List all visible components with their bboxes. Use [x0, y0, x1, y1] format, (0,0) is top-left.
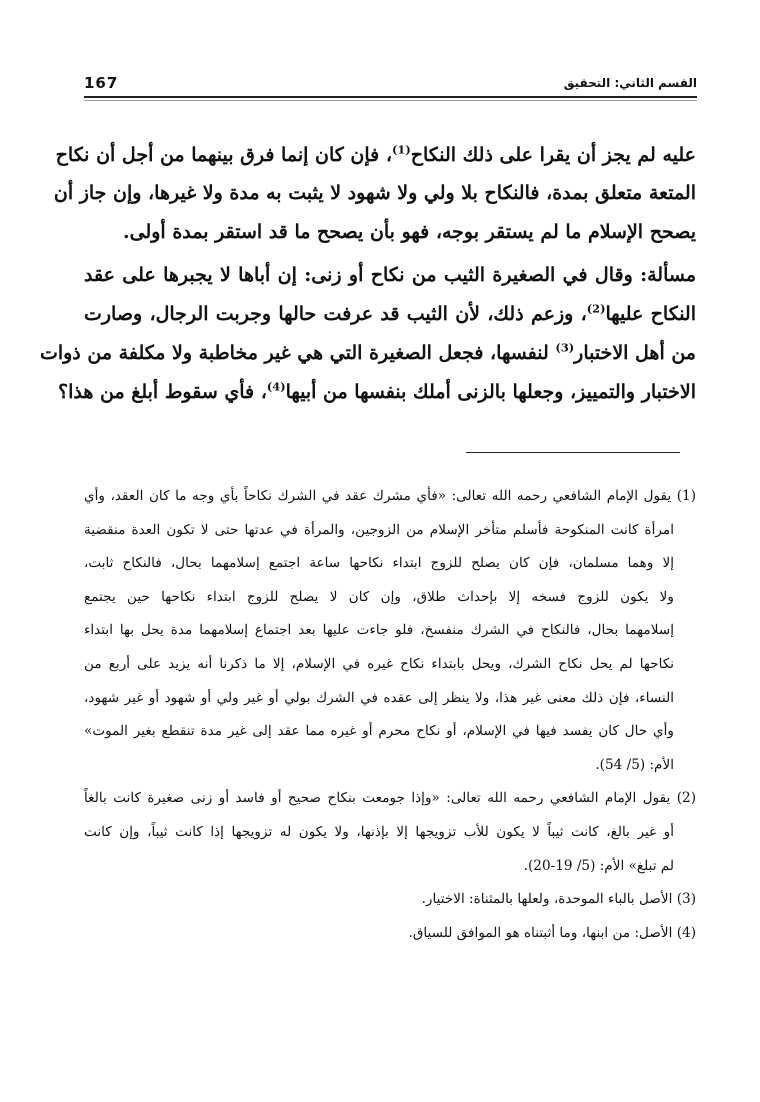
footnote-line: (1) يقول الإمام الشافعي رحمه الله تعالى: «فأي مشرك عقد في الشرك نكاحاً بأي وجه ما كان العقد، وأي: [84, 488, 696, 504]
footnote-line: (2) يقول الإمام الشافعي رحمه الله تعالى: «وإذا جومعت بنكاح صحيح أو فاسد أو زنى صغيرة كانت بالغاً: [84, 790, 696, 807]
text-line: [58, 373, 696, 412]
footnote-line: ولا يكون للزوج فسخه إلا بإحداث طلاق، وإن كان لا يصلح للزوج ابتداء نكاحها حين يجتمع: [84, 588, 674, 605]
footnote-reference: (1): [391, 142, 411, 157]
text-segment: ، فأي سقوط أبلغ من هذا؟: [58, 381, 267, 403]
text-segment: مسألة: وقال في الصغيرة الثيب من نكاح أو زنى: إن أباها لا يجبرها على عقد: [84, 264, 696, 286]
footnote-line: أو غير بالغ، كانت ثيباً لا يكون للأب تزويجها إلا بإذنها، ولا يكون له تزويجها إذا كانت ثيباً، وإن كانت: [84, 824, 674, 840]
text-segment: ، وزعم ذلك، لأن الثيب قد عرفت حالها وجربت الرجال، وصارت: [84, 303, 587, 325]
footnote-line: إسلامهما بحال، فالنكاح في الشرك منفسخ، فلو جاءت عليها بعد اجتماع إسلامهما مدة يحل بها ابتداء: [84, 622, 674, 639]
text-line: [53, 174, 696, 213]
page-number: 167: [84, 74, 119, 92]
footnote-reference: (2): [586, 301, 606, 316]
footnote-line: وأي حال كان يفسد فيها في الإسلام، أو نكاح محرم أو غيره مما عقد إلى غير مدة تنقطع بغير الموت»: [84, 723, 674, 740]
text-line: [84, 256, 696, 295]
text-segment: النكاح عليها: [605, 303, 696, 325]
header-rule-thin: [84, 100, 697, 101]
text-segment: عليه لم يجز أن يقرا على ذلك النكاح: [410, 144, 696, 166]
footnote-separator: [466, 452, 680, 453]
footnote-line: (4) الأصل: من ابنها، وما أثبتناه هو الموافق للسياق.: [408, 924, 696, 941]
running-header-title: القسم الثاني: التحقيق: [563, 76, 697, 90]
text-segment: المتعة متعلق بمدة، فالنكاح بلا ولي ولا شهود لا يثبت به مدة ولا غيرها، وإن جاز أن: [53, 182, 696, 204]
footnote-line: (3) الأصل بالباء الموحدة، ولعلها بالمثناة: الاختيار.: [421, 891, 696, 908]
footnote-line: نكاحها لم يحل نكاح الشرك، ويحل بابتداء نكاح غيره في الإسلام، إلا ما ذكرنا أنه يزيد على أربع من: [84, 656, 674, 672]
text-segment: يصحح الإسلام ما لم يستقر بوجه، فهو بأن يصحح ما قد استقر بمدة أولى.: [123, 221, 696, 243]
text-line: [55, 136, 696, 175]
footnote-line: إلا وهما مسلمان، فإن كان يصلح للزوج ابتداء نكاحها ساعة اجتمع إسلامهما بحال، فالنكاح ثابت،: [84, 555, 674, 572]
page-header: [84, 74, 697, 94]
footnote-line: النساء، فإن ذلك معنى غير هذا، ولا ينظر إلى عقده في الشرك بولي أو غير ولي أو شهود أو غير شهود،: [84, 689, 674, 706]
footnote-line: الأم: (5/ 54).: [595, 756, 674, 773]
header-rule: [84, 96, 697, 98]
text-line: [84, 295, 696, 334]
text-segment: لنفسها، فجعل الصغيرة التي هي غير مخاطبة ولا مكلفة من ذوات: [39, 342, 556, 364]
text-line: [84, 213, 696, 252]
text-segment: الاختبار والتمييز، وجعلها بالزنى أملك بنفسها من أبيها: [285, 381, 696, 403]
footnote-reference: (4): [266, 379, 286, 394]
footnote-line: امرأة كانت المنكوحة فأسلم متأخر الإسلام من الزوجين، والمرأة في عدتها حتى لا تكون العدة منقضية: [84, 521, 674, 538]
footnote-reference: (3): [555, 340, 575, 355]
footnote-line: لم تبلغ» الأم: (5/ 19-20).: [523, 857, 674, 874]
text-segment: من أهل الاختبار: [574, 342, 696, 364]
text-segment: ، فإن كان إنما فرق بينهما من أجل أن نكاح: [55, 144, 392, 166]
text-line: [39, 334, 696, 373]
